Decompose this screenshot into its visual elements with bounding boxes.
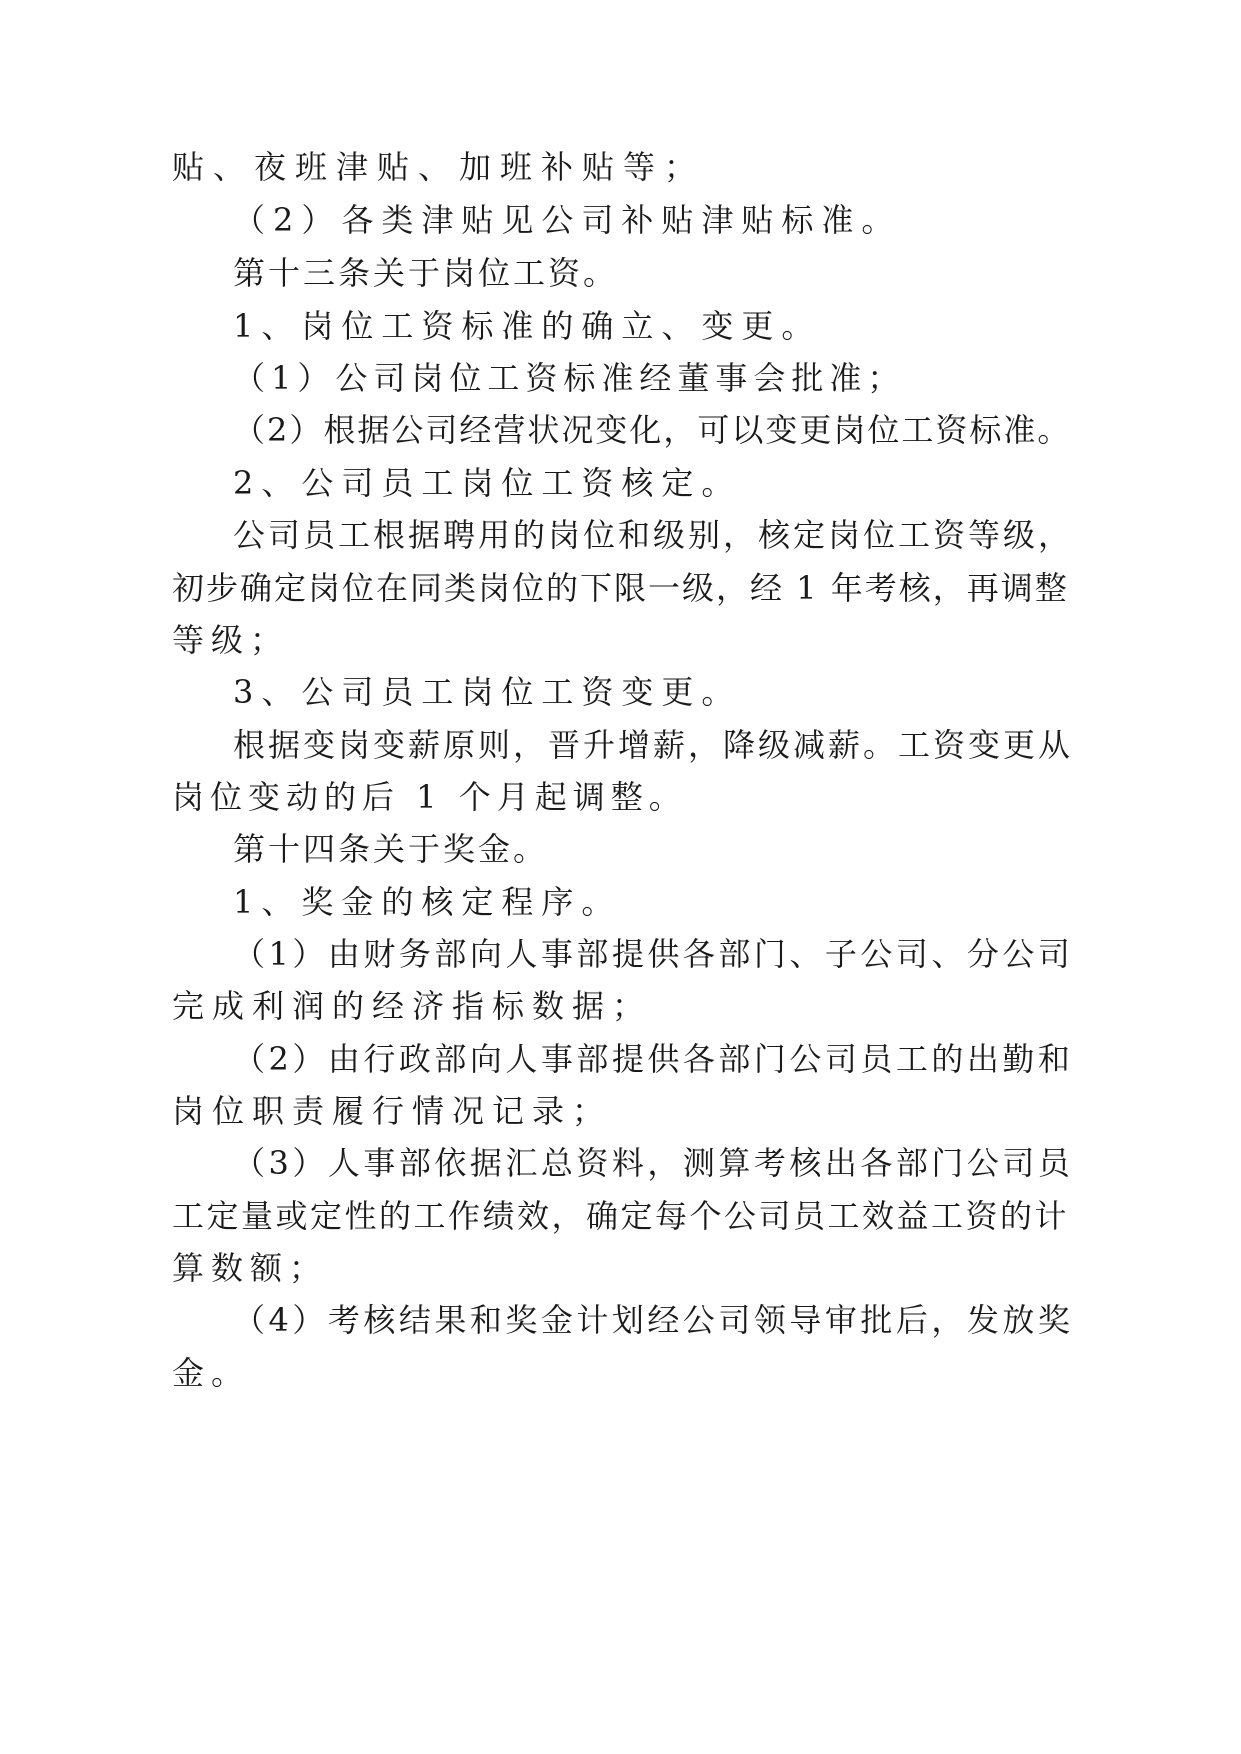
paragraph-line: （3）人事部依据汇总资料，测算考核出各部门公司员 — [233, 1144, 1074, 1182]
paragraph-line: （2）各类津贴见公司补贴津贴标准。 — [233, 201, 902, 239]
paragraph-line: 岗位变动的后 1 个月起调整。 — [172, 778, 687, 816]
paragraph-line: 算数额； — [172, 1249, 329, 1287]
paragraph-line: （4）考核结果和奖金计划经公司领导审批后，发放奖 — [233, 1301, 1074, 1339]
paragraph-line: （2）由行政部向人事部提供各部门公司员工的出勤和 — [233, 1040, 1074, 1078]
paragraph-line: 根据变岗变薪原则，晋升增薪，降级减薪。工资变更从 — [233, 726, 1074, 764]
paragraph-line: 贴、夜班津贴、加班补贴等； — [172, 148, 706, 186]
paragraph-line: 初步确定岗位在同类岗位的下限一级，经 1 年考核，再调整 — [172, 569, 1069, 607]
paragraph-line: 岗位职责履行情况记录； — [172, 1092, 613, 1130]
paragraph-line: 2、公司员工岗位工资核定。 — [233, 464, 742, 502]
section-heading: 第十三条关于岗位工资。 — [233, 254, 619, 292]
paragraph-line: （2）根据公司经营状况变化，可以变更岗位工资标准。 — [233, 411, 1072, 449]
paragraph-line: （1）公司岗位工资标准经董事会批准； — [233, 359, 906, 397]
paragraph-line: 完成利润的经济指标数据； — [172, 987, 653, 1025]
paragraph-line: 金。 — [172, 1354, 251, 1392]
paragraph-line: （1）由财务部向人事部提供各部门、子公司、分公司 — [233, 935, 1074, 973]
paragraph-line: 1、奖金的核定程序。 — [233, 883, 622, 921]
paragraph-line: 3、公司员工岗位工资变更。 — [233, 673, 742, 711]
section-heading: 第十四条关于奖金。 — [233, 830, 549, 868]
paragraph-line: 等级； — [172, 621, 290, 659]
paragraph-line: 1、岗位工资标准的确立、变更。 — [233, 307, 822, 345]
paragraph-line: 工定量或定性的工作绩效，确定每个公司员工效益工资的计 — [172, 1197, 1070, 1235]
paragraph-line: 公司员工根据聘用的岗位和级别，核定岗位工资等级， — [233, 516, 1074, 554]
